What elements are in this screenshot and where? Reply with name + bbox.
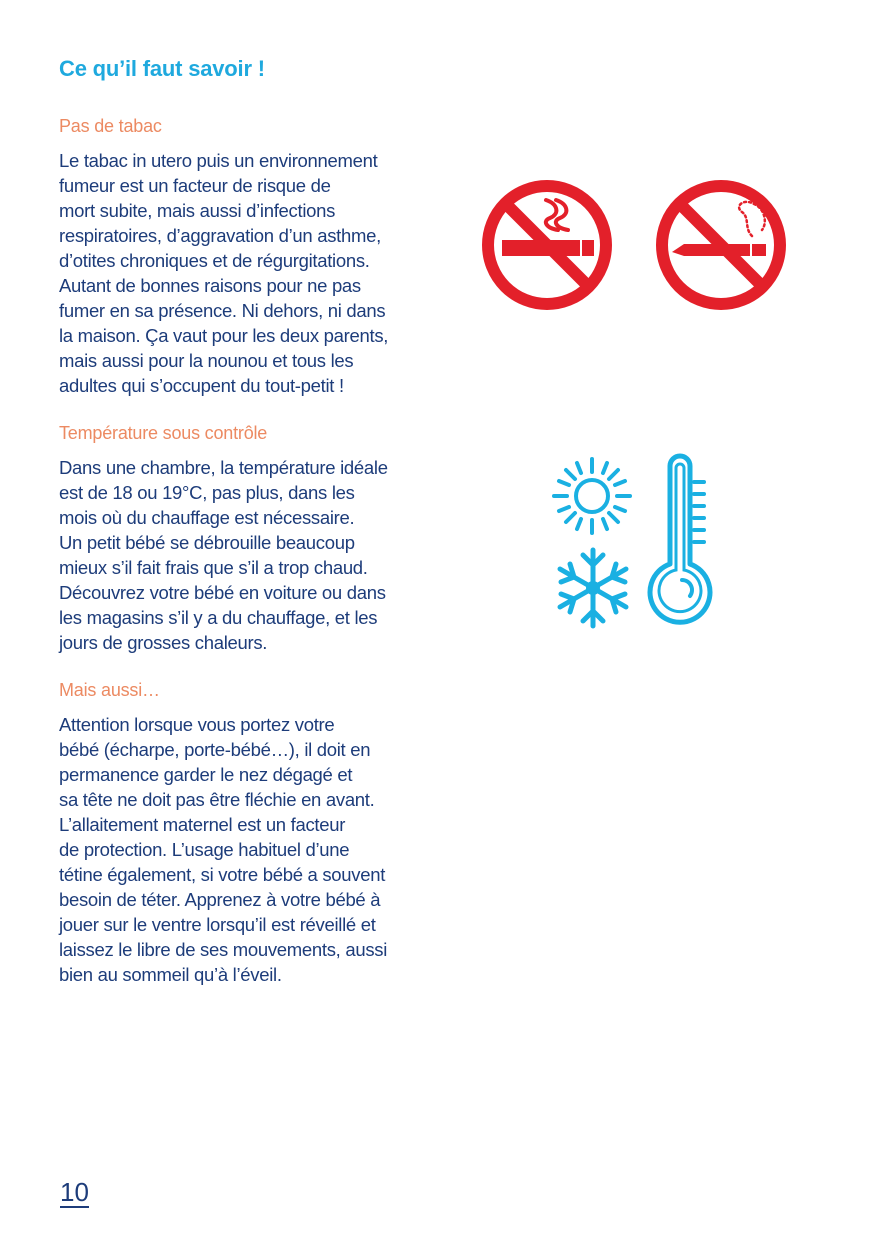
- text-line: bébé (écharpe, porte-bébé…), il doit en: [59, 739, 371, 760]
- no-vaping-icon: [654, 178, 788, 312]
- text-line: permanence garder le nez dégagé et: [59, 764, 353, 785]
- text-line: mieux s’il fait frais que s’il a trop chaud.: [59, 557, 368, 578]
- section-heading-also: Mais aussi…: [59, 680, 160, 700]
- text-line: fumeur est un facteur de risque de: [59, 175, 331, 196]
- text-line: laissez le libre de ses mouvements, aussi: [59, 939, 388, 960]
- section-body-tobacco: [59, 148, 388, 398]
- text-line: les magasins s’il y a du chauffage, et les: [59, 607, 378, 628]
- text-line: d’otites chroniques et de régurgitations.: [59, 250, 370, 271]
- section-body-temperature: [59, 455, 388, 655]
- no-smoking-icon: [480, 178, 614, 312]
- thermometer-icon: [642, 452, 718, 628]
- text-line: mort subite, mais aussi d’infections: [59, 200, 336, 221]
- text-line: Dans une chambre, la température idéale: [59, 457, 388, 478]
- text-line: adultes qui s’occupent du tout-petit !: [59, 375, 344, 396]
- text-line: la maison. Ça vaut pour les deux parents,: [59, 325, 389, 346]
- snowflake-icon: [550, 545, 636, 631]
- text-line: Autant de bonnes raisons pour ne pas: [59, 275, 361, 296]
- text-line: sa tête ne doit pas être fléchie en avant.: [59, 789, 375, 810]
- page-number: 10: [60, 1177, 89, 1207]
- text-line: tétine également, si votre bébé a souvent: [59, 864, 386, 885]
- text-line: Découvrez votre bébé en voiture ou dans: [59, 582, 386, 603]
- text-line: fumer en sa présence. Ni dehors, ni dans: [59, 300, 386, 321]
- text-line: jouer sur le ventre lorsqu’il est réveillé et: [59, 914, 376, 935]
- section-heading-temperature: Température sous contrôle: [59, 423, 268, 443]
- text-line: est de 18 ou 19°C, pas plus, dans les: [59, 482, 355, 503]
- text-line: de protection. L’usage habituel d’une: [59, 839, 350, 860]
- text-line: Le tabac in utero puis un environnement: [59, 150, 378, 171]
- text-line: mais aussi pour la nounou et tous les: [59, 350, 354, 371]
- section-body-also: [59, 712, 387, 987]
- text-line: Attention lorsque vous portez votre: [59, 714, 335, 735]
- page-title: Ce qu’il faut savoir !: [59, 56, 265, 81]
- sun-icon: [546, 453, 638, 539]
- text-line: respiratoires, d’aggravation d’un asthme,: [59, 225, 381, 246]
- text-line: L’allaitement maternel est un facteur: [59, 814, 346, 835]
- section-heading-tobacco: Pas de tabac: [59, 116, 162, 136]
- text-line: mois où du chauffage est nécessaire.: [59, 507, 355, 528]
- text-line: Un petit bébé se débrouille beaucoup: [59, 532, 355, 553]
- text-line: besoin de téter. Apprenez à votre bébé à: [59, 889, 381, 910]
- text-line: jours de grosses chaleurs.: [59, 632, 268, 653]
- text-line: bien au sommeil qu’à l’éveil.: [59, 964, 282, 985]
